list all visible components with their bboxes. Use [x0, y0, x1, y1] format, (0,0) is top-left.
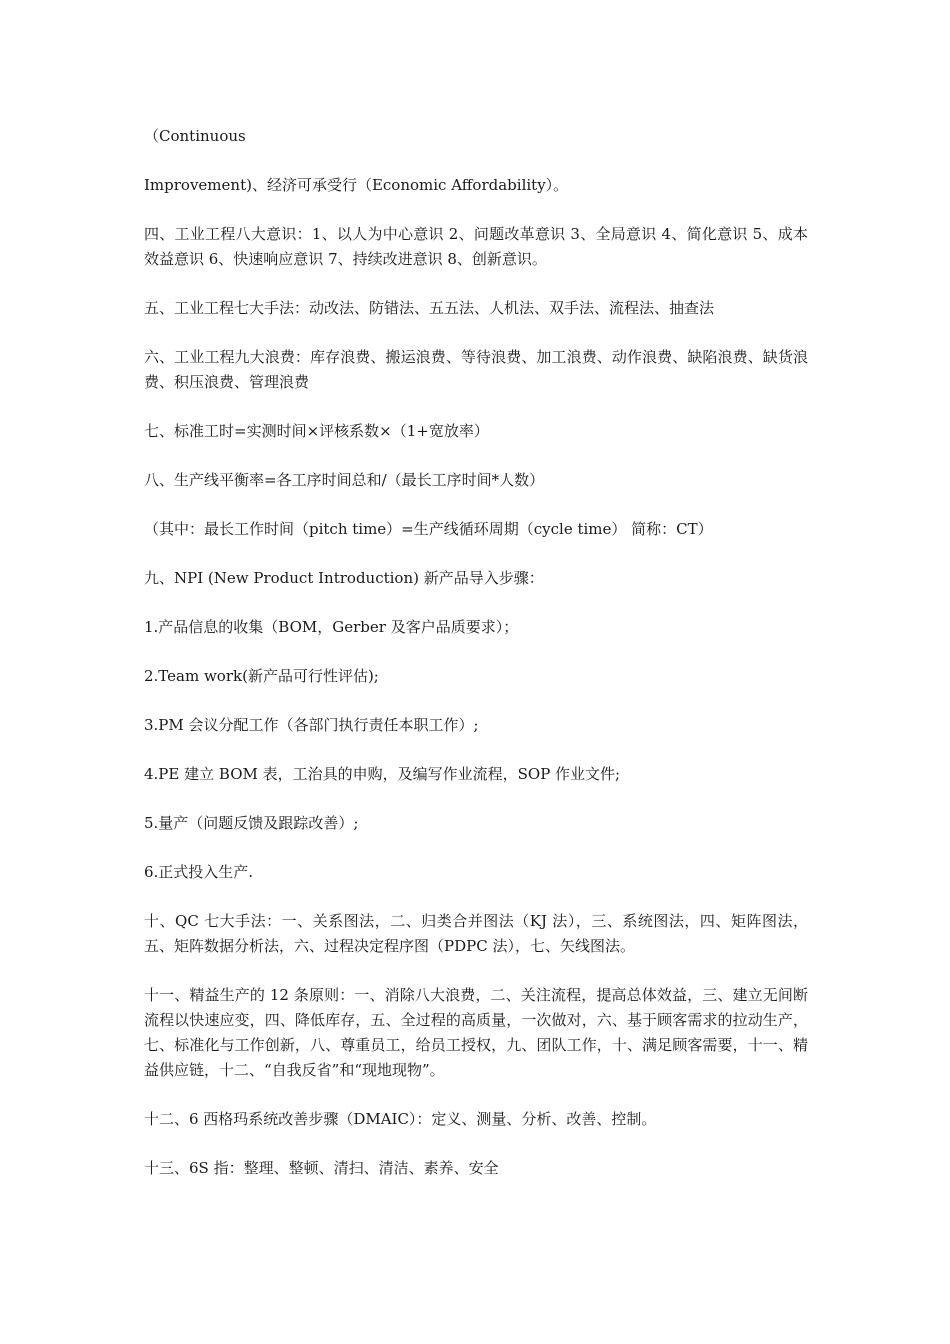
paragraph-npi-step-3: 3.PM 会议分配工作（各部门执行责任本职工作）; [144, 716, 479, 734]
paragraph-six-sigma-dmaic: 十二、6 西格玛系统改善步骤（DMAIC）：定义、测量、分析、改善、控制。 [144, 1110, 657, 1128]
paragraph-improvement: Improvement)、经济可承受行（Economic Affordability）。 [144, 176, 569, 194]
paragraph-qc-seven-methods: 十、QC 七大手法：一、关系图法，二、归类合并图法（KJ 法），三、系统图法，四、矩阵图法，五、矩阵数据分析法，六、过程决定程序图（PDPC 法），七、矢线图法。 [144, 912, 808, 955]
paragraph-ie-seven-methods: 五、工业工程七大手法：动改法、防错法、五五法、人机法、双手法、流程法、抽查法 [144, 299, 715, 317]
paragraph-npi-heading: 九、NPI (New Product Introduction) 新产品导入步骤： [144, 569, 544, 587]
paragraph-npi-step-4: 4.PE 建立 BOM 表，工治具的申购，及编写作业流程，SOP 作业文件; [144, 765, 621, 783]
paragraph-continuous: （Continuous [144, 127, 246, 145]
paragraph-npi-step-2: 2.Team work(新产品可行性评估); [144, 667, 379, 685]
paragraph-line-balance: 八、生产线平衡率=各工序时间总和/（最长工序时间*人数） [144, 471, 545, 489]
paragraph-lean-twelve-principles: 十一、精益生产的 12 条原则：一、消除八大浪费，二、关注流程，提高总体效益，三、建立无间断流程以快速应变，四、降低库存，五、全过程的高质量，一次做对，六、基于顾客需求的拉动生产，七、标准化与工作创新，八、尊重员工，给员工授权，九、团队工作，十、满足顾客需要，十一、精益供应链，十二、“自我反省”和“现地现物”。 [144, 986, 808, 1079]
paragraph-ie-eight-awareness: 四、工业工程八大意识：1、以人为中心意识 2、问题改革意识 3、全局意识 4、简化意识 5、成本效益意识 6、快速响应意识 7、持续改进意识 8、创新意识。 [144, 225, 808, 268]
paragraph-6s: 十三、6S 指：整理、整顿、清扫、清洁、素养、安全 [144, 1159, 499, 1177]
document-body [144, 124, 808, 1205]
paragraph-standard-time: 七、标准工时=实测时间×评核系数×（1+宽放率） [144, 422, 489, 440]
paragraph-npi-step-5: 5.量产（问题反馈及跟踪改善）; [144, 814, 359, 832]
paragraph-ie-nine-wastes: 六、工业工程九大浪费：库存浪费、搬运浪费、等待浪费、加工浪费、动作浪费、缺陷浪费、缺货浪费、积压浪费、管理浪费 [144, 348, 808, 391]
paragraph-npi-step-6: 6.正式投入生产. [144, 863, 254, 881]
paragraph-npi-step-1: 1.产品信息的收集（BOM，Gerber 及客户品质要求）； [144, 618, 519, 636]
paragraph-pitch-time-note: （其中：最长工作时间（pitch time）=生产线循环周期（cycle time） 简称：CT） [144, 520, 713, 538]
